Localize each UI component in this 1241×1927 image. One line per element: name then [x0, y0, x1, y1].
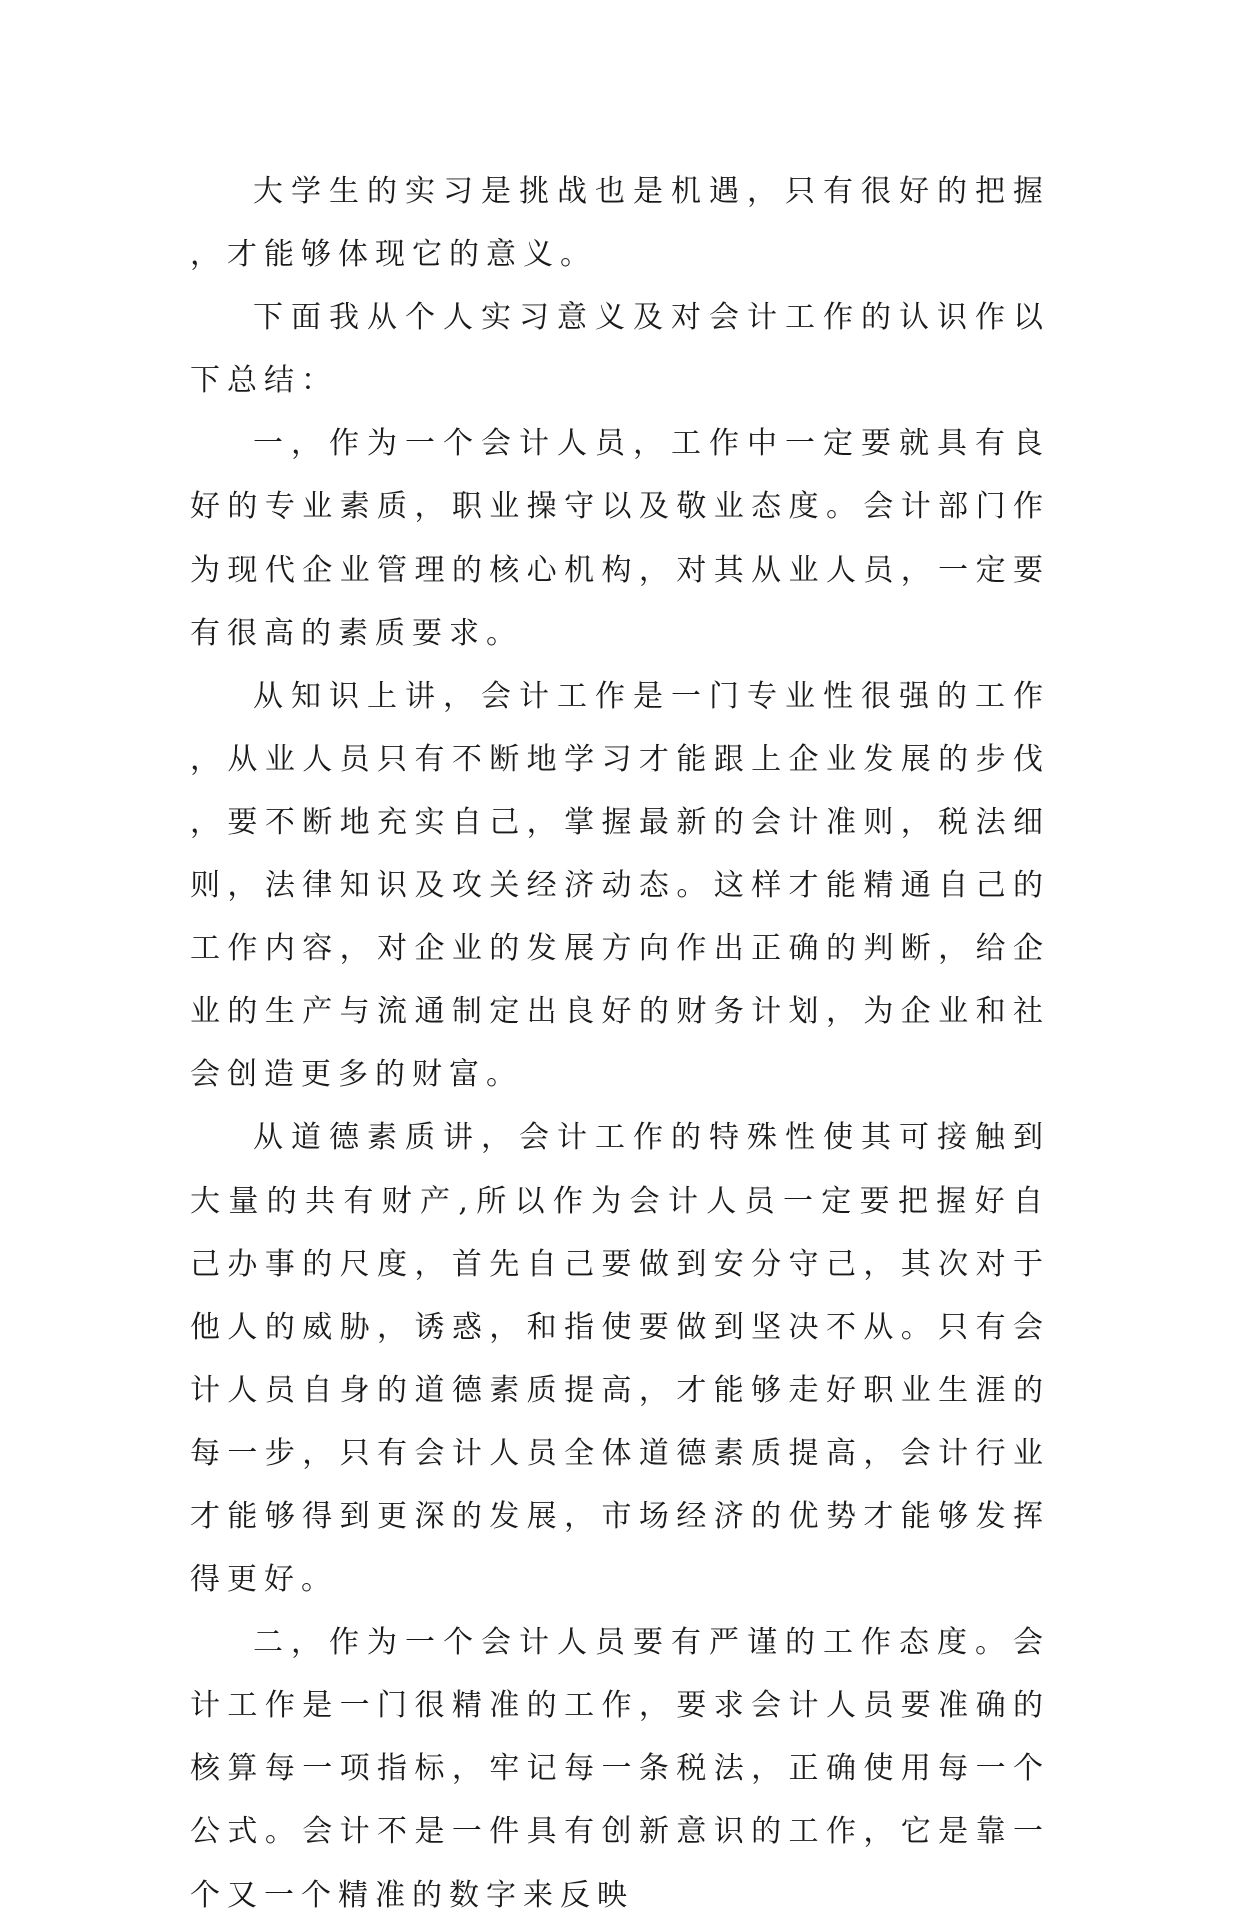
paragraph-ethics: 从道德素质讲，会计工作的特殊性使其可接触到大量的共有财产,所以作为会计人员一定要把握好自己办事的尺度，首先自己要做到安分守己，其次对于他人的威胁，诱惑，和指使要做到坚决不从。只有会计人员自身的道德素质提高，才能够走好职业生涯的每一步，只有会计人员全体道德素质提高，会计行业才能够得到更深的发展，市场经济的优势才能够发挥得更好。: [190, 1120, 1050, 1598]
paragraph-internship-meaning: 大学生的实习是挑战也是机遇，只有很好的把握，才能够体现它的意义。: [190, 174, 1050, 273]
paragraph-summary-intro: 下面我从个人实习意义及对会计工作的认识作以下总结：: [190, 300, 1050, 399]
document-body: [190, 160, 1050, 1927]
paragraph-point-two: 二，作为一个会计人员要有严谨的工作态度。会计工作是一门很精准的工作，要求会计人员要准确的核算每一项指标，牢记每一条税法，正确使用每一个公式。会计不是一件具有创新意识的工作，它是靠一个又一个精准的数字来反映: [190, 1625, 1050, 1913]
paragraph-point-one: 一，作为一个会计人员，工作中一定要就具有良好的专业素质，职业操守以及敬业态度。会计部门作为现代企业管理的核心机构，对其从业人员，一定要有很高的素质要求。: [190, 426, 1050, 651]
paragraph-knowledge: 从知识上讲，会计工作是一门专业性很强的工作，从业人员只有不断地学习才能跟上企业发展的步伐，要不断地充实自己，掌握最新的会计准则，税法细则，法律知识及攻关经济动态。这样才能精通自己的工作内容，对企业的发展方向作出正确的判断，给企业的生产与流通制定出良好的财务计划，为企业和社会创造更多的财富。: [190, 678, 1050, 1093]
